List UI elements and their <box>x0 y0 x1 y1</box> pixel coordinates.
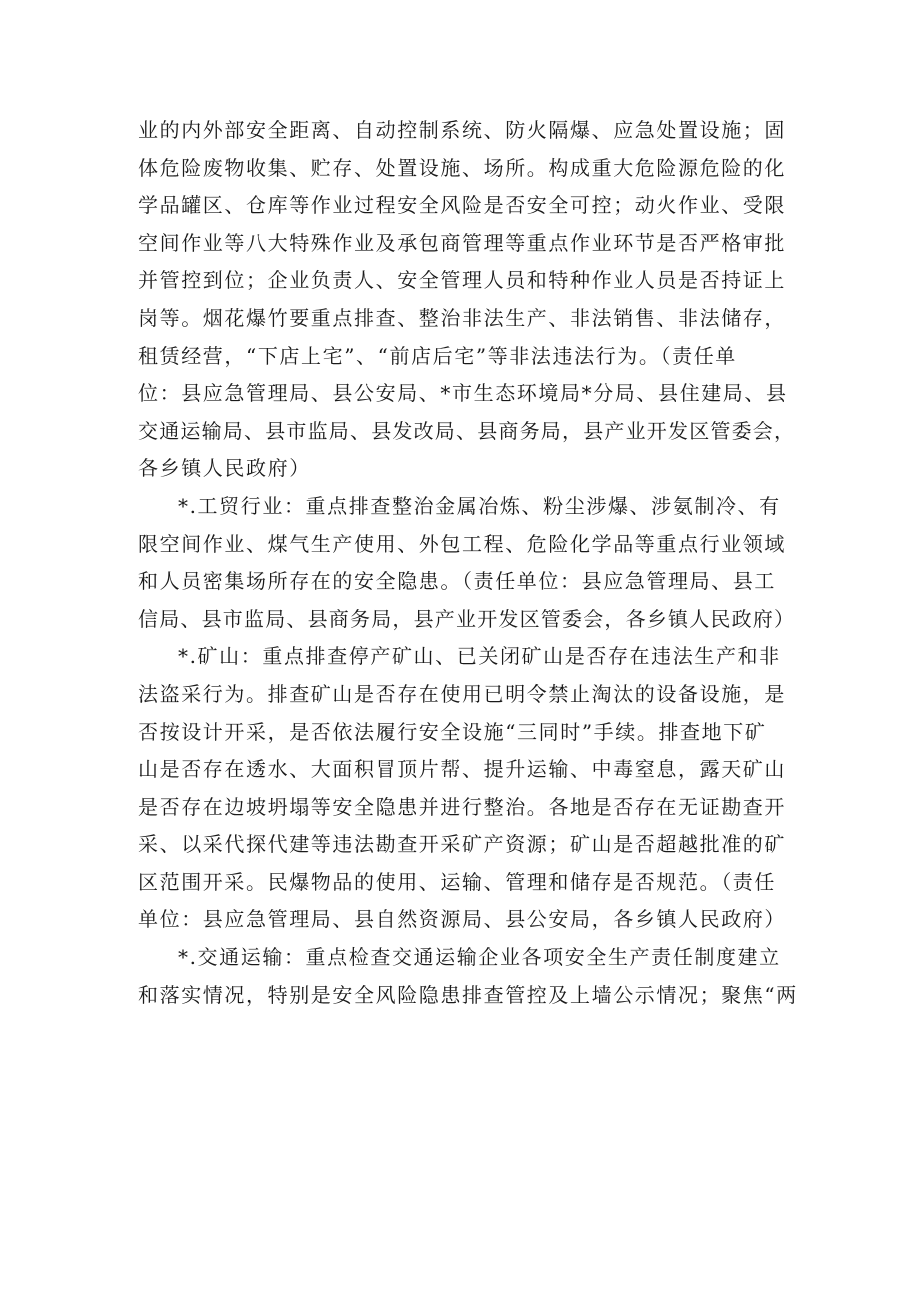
text-line: 位：县应急管理局、县公安局、*市生态环境局*分局、县住建局、县 <box>138 381 788 406</box>
text-line: 限空间作业、煤气生产使用、外包工程、危险化学品等重点行业领域 <box>138 531 786 556</box>
text-line: 区范围开采。民爆物品的使用、运输、管理和储存是否规范。（责任 <box>138 869 776 894</box>
text-line: 空间作业等八大特殊作业及承包商管理等重点作业环节是否严格审批 <box>138 230 786 255</box>
text-line: 和落实情况，特别是安全风险隐患排查管控及上墙公示情况；聚焦“两 <box>138 982 798 1007</box>
paragraph-mining <box>138 638 798 939</box>
text-line: *.交通运输：重点检查交通运输企业各项安全生产责任制度建立 <box>178 945 781 970</box>
text-line: 否按设计开采，是否依法履行安全设施“三同时”手续。排查地下矿 <box>138 719 767 744</box>
text-line: *.工贸行业：重点排查整治金属冶炼、粉尘涉爆、涉氨制冷、有 <box>178 493 781 518</box>
text-line: 岗等。烟花爆竹要重点排查、整治非法生产、非法销售、非法储存， <box>138 305 786 330</box>
text-line: 山是否存在透水、大面积冒顶片帮、提升运输、中毒窒息，露天矿山 <box>138 757 786 782</box>
text-line: 并管控到位；企业负责人、安全管理人员和特种作业人员是否持证上 <box>138 268 786 293</box>
text-line: 采、以采代探代建等违法勘查开采矿产资源；矿山是否超越批准的矿 <box>138 832 786 857</box>
text-line: 是否存在边坡坍塌等安全隐患并进行整治。各地是否存在无证勘查开 <box>138 794 786 819</box>
text-line: 各乡镇人民政府） <box>138 456 311 481</box>
text-line: 体危险废物收集、贮存、处置设施、场所。构成重大危险源危险的化 <box>138 155 786 180</box>
text-line: 学品罐区、仓库等作业过程安全风险是否安全可控；动火作业、受限 <box>138 193 786 218</box>
text-line: *.矿山：重点排查停产矿山、已关闭矿山是否存在违法生产和非 <box>178 644 781 669</box>
text-line: 交通运输局、县市监局、县发改局、县商务局，县产业开发区管委会， <box>138 418 796 443</box>
paragraph-industry-trade <box>138 488 798 638</box>
text-line: 租赁经营，“下店上宅”、“前店后宅”等非法违法行为。（责任单 <box>138 343 737 368</box>
paragraph-transportation <box>138 939 798 1014</box>
document-body <box>138 112 798 1014</box>
text-line: 业的内外部安全距离、自动控制系统、防火隔爆、应急处置设施；固 <box>138 118 786 142</box>
text-line: 法盗采行为。排查矿山是否存在使用已明令禁止淘汰的设备设施，是 <box>138 681 786 706</box>
paragraph-hazardous-chemicals-continued <box>138 112 798 488</box>
text-line: 信局、县市监局、县商务局，县产业开发区管委会，各乡镇人民政府） <box>138 606 796 631</box>
text-line: 单位：县应急管理局、县自然资源局、县公安局，各乡镇人民政府） <box>138 907 786 932</box>
text-line: 和人员密集场所存在的安全隐患。（责任单位：县应急管理局、县工 <box>138 569 776 594</box>
